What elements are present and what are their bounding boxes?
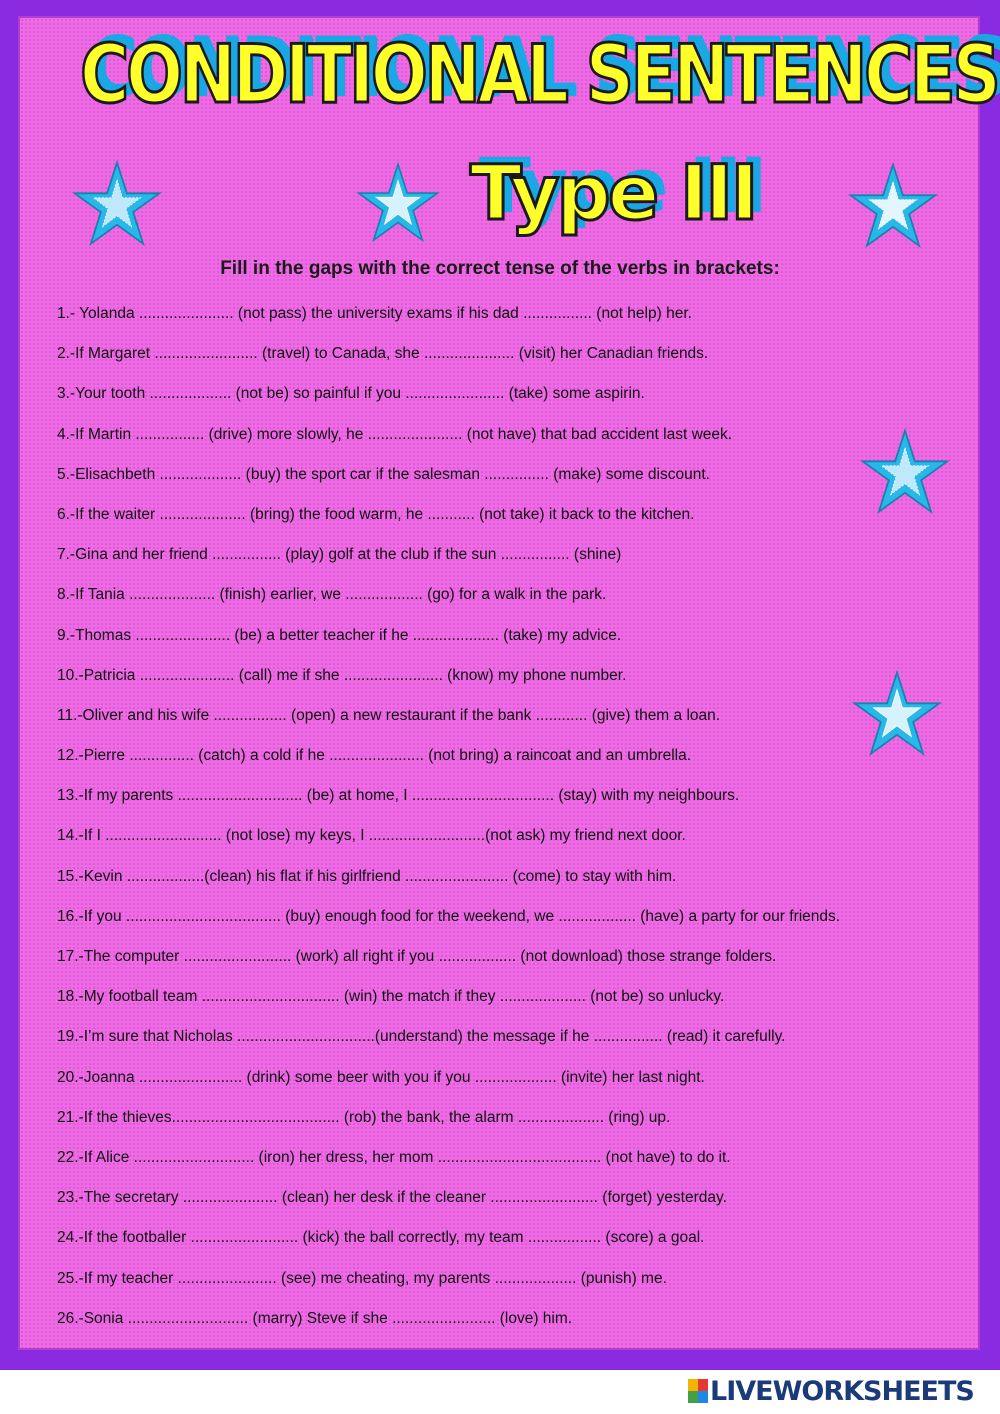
footer-brand xyxy=(688,1376,974,1406)
exercise-item: 10.-Patricia ...................... (call) me if she ....................... (know) my phone number. xyxy=(57,666,627,684)
exercise-item: 25.-If my teacher ....................... (see) me cheating, my parents ................... (punish) me. xyxy=(57,1269,667,1287)
exercise-item: 8.-If Tania .................... (finish) earlier, we .................. (go) for a walk in the park. xyxy=(57,586,607,604)
page-title: CONDITIONAL SENTENCES xyxy=(80,28,998,121)
exercise-item: 9.-Thomas ...................... (be) a better teacher if he .................... (take) my advice. xyxy=(57,626,622,644)
exercise-item: 18.-My football team ................................ (win) the match if they .................... (not be) so unlucky. xyxy=(57,988,725,1006)
star-icon xyxy=(356,162,440,246)
exercise-item: 4.-If Martin ................ (drive) more slowly, he ...................... (not have) that bad accident last week. xyxy=(57,425,733,443)
exercise-item: 14.-If I ........................... (not lose) my keys, I ...........................(not ask) my friend next door. xyxy=(57,827,686,845)
exercise-item: 11.-Oliver and his wife ................. (open) a new restaurant if the bank ............ (give) them a loan. xyxy=(57,706,721,724)
exercise-item: 26.-Sonia ............................ (marry) Steve if she ........................ (love) him. xyxy=(57,1309,573,1327)
exercise-item: 3.-Your tooth ................... (not be) so painful if you ....................... (take) some aspirin. xyxy=(57,385,645,403)
page-subtitle: Type III xyxy=(470,148,756,237)
exercise-item: 23.-The secretary ...................... (clean) her desk if the cleaner ......................... (forget) yesterday. xyxy=(57,1189,727,1207)
exercise-item: 24.-If the footballer ......................... (kick) the ball correctly, my team ................. (score) a goal. xyxy=(57,1229,705,1247)
exercise-item: 13.-If my parents ............................. (be) at home, I ................................. (stay) with my neighbours. xyxy=(57,787,740,805)
exercise-item: 16.-If you .................................... (buy) enough food for the weekend, we .................. (have) a party for our friends. xyxy=(57,907,841,925)
instructions: Fill in the gaps with the correct tense of the verbs in brackets: xyxy=(220,258,780,279)
star-icon xyxy=(72,160,162,250)
exercise-item: 1.- Yolanda ...................... (not pass) the university exams if his dad ................ (not help) her. xyxy=(57,305,692,322)
exercise-item: 15.-Kevin ..................(clean) his flat if his girlfriend ........................ (come) to stay with him. xyxy=(57,867,677,885)
exercise-item: 20.-Joanna ........................ (drink) some beer with you if you ................... (invite) her last night. xyxy=(57,1068,705,1086)
liveworksheets-logo-icon xyxy=(688,1379,708,1403)
exercise-item: 19.-I’m sure that Nicholas ................................(understand) the message if he ................ (read) it carefully. xyxy=(57,1028,786,1046)
exercise-item: 22.-If Alice ............................ (iron) her dress, her mom ...................................... (not have) to do it. xyxy=(57,1148,731,1166)
exercise-list xyxy=(57,304,937,1349)
exercise-item: 5.-Elisachbeth ................... (buy) the sport car if the salesman ............... (make) some discount. xyxy=(57,465,710,483)
brand-name: LIVEWORKSHEETS xyxy=(710,1375,974,1407)
exercise-item: 12.-Pierre ............... (catch) a cold if he ...................... (not bring) a raincoat and an umbrella. xyxy=(57,747,692,765)
exercise-item: 21.-If the thieves....................................... (rob) the bank, the alarm .................... (ring) up. xyxy=(57,1108,671,1126)
exercise-item: 17.-The computer ......................... (work) all right if you .................. (not download) those strange folders. xyxy=(57,948,777,965)
exercise-item: 7.-Gina and her friend ................ (play) golf at the club if the sun ................ (shine) xyxy=(57,546,622,564)
star-icon xyxy=(848,162,938,252)
exercise-item: 2.-If Margaret ........................ (travel) to Canada, she ..................... (visit) her Canadian friends. xyxy=(57,345,709,363)
exercise-item: 6.-If the waiter .................... (bring) the food warm, he ........... (not take) it back to the kitchen. xyxy=(57,505,695,523)
